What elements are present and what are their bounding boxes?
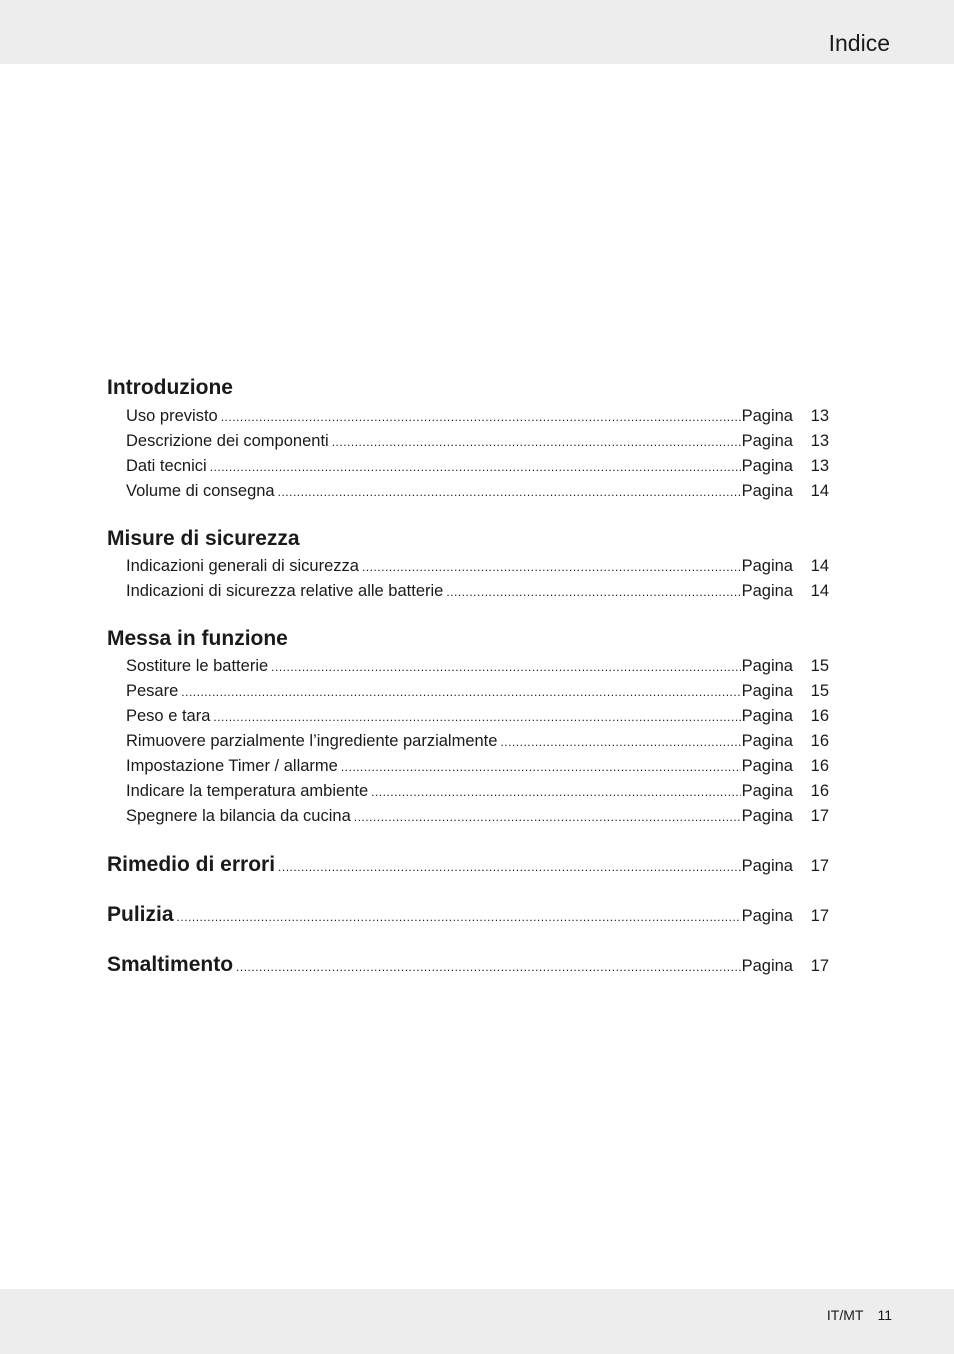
toc-entry-page-number: 16 xyxy=(810,757,829,775)
dot-leader xyxy=(271,655,740,679)
toc-entry-label: Sostiture le batterie xyxy=(126,657,269,675)
toc-major-entry-label: Pulizia xyxy=(107,903,174,926)
dot-leader xyxy=(278,480,741,504)
toc-entry-page-number: 13 xyxy=(810,432,829,450)
toc-entry-page-number: 16 xyxy=(810,782,829,800)
toc-entry-page-number: 17 xyxy=(810,957,829,975)
toc-major-entry-pulizia[interactable] xyxy=(107,900,829,930)
toc-entry-page-number: 17 xyxy=(810,807,829,825)
toc-entry[interactable] xyxy=(126,779,829,803)
dot-leader xyxy=(446,580,740,604)
toc-entry[interactable] xyxy=(126,404,829,428)
toc-entry-page-word: Pagina xyxy=(741,682,793,700)
toc-entry[interactable] xyxy=(126,804,829,828)
toc-entry-page-word: Pagina xyxy=(741,782,793,800)
toc-entry-label: Uso previsto xyxy=(126,407,218,425)
toc-entry-page-number: 15 xyxy=(810,657,829,675)
toc-entry[interactable] xyxy=(126,429,829,453)
toc-entry-page-number: 16 xyxy=(810,732,829,750)
dot-leader xyxy=(181,680,740,704)
toc-entry-page-word: Pagina xyxy=(741,557,793,575)
toc-entry-page-number: 16 xyxy=(810,707,829,725)
page-title: Indice xyxy=(828,30,890,56)
toc-entry-page-word: Pagina xyxy=(741,707,793,725)
dot-leader xyxy=(354,805,741,829)
toc-entry-page-word: Pagina xyxy=(741,482,793,500)
dot-leader xyxy=(213,705,740,729)
toc-major-entry-label: Rimedio di errori xyxy=(107,853,276,876)
toc-entry-page-number: 17 xyxy=(810,857,829,875)
toc-entry-page-number: 13 xyxy=(810,457,829,475)
footer xyxy=(827,1306,892,1324)
toc-entry-page-word: Pagina xyxy=(741,857,793,875)
dot-leader xyxy=(500,730,740,754)
toc-entry-page-word: Pagina xyxy=(741,807,793,825)
toc-entry[interactable] xyxy=(126,704,829,728)
dot-leader xyxy=(371,780,740,804)
section-heading-messa-in-funzione: Messa in funzione xyxy=(107,627,288,650)
dot-leader xyxy=(332,430,741,454)
section-heading-misure-di-sicurezza: Misure di sicurezza xyxy=(107,527,300,550)
toc-entry-page-word: Pagina xyxy=(741,907,793,925)
dot-leader xyxy=(341,755,741,779)
section-heading-introduzione: Introduzione xyxy=(107,376,233,399)
toc-entry-label: Indicare la temperatura ambiente xyxy=(126,782,369,800)
toc-entry[interactable] xyxy=(126,729,829,753)
toc-entry-page-word: Pagina xyxy=(741,732,793,750)
toc-entry-label: Indicazioni di sicurezza relative alle batterie xyxy=(126,582,444,600)
toc-entry-label: Descrizione dei componenti xyxy=(126,432,329,450)
toc-entry-page-word: Pagina xyxy=(741,957,793,975)
toc-major-entry-label: Smaltimento xyxy=(107,953,234,976)
toc-entry[interactable] xyxy=(126,479,829,503)
toc-entry[interactable] xyxy=(126,654,829,678)
toc-entry-page-word: Pagina xyxy=(741,582,793,600)
toc-entry-label: Impostazione Timer / allarme xyxy=(126,757,338,775)
toc-entry-label: Peso e tara xyxy=(126,707,211,725)
toc-entry-page-number: 17 xyxy=(810,907,829,925)
toc-entry-label: Rimuovere parzialmente l’ingrediente parzialmente xyxy=(126,732,498,750)
language-code: IT/MT xyxy=(826,1307,864,1323)
toc-entry[interactable] xyxy=(126,454,829,478)
toc-major-entry-rimedio-di-errori[interactable] xyxy=(107,850,829,880)
toc-entry-page-number: 14 xyxy=(810,582,829,600)
header-band xyxy=(0,0,954,64)
toc-entry-label: Indicazioni generali di sicurezza xyxy=(126,557,359,575)
toc-entry-page-number: 15 xyxy=(810,682,829,700)
toc-entry-page-word: Pagina xyxy=(741,407,793,425)
toc-entry-page-word: Pagina xyxy=(741,432,793,450)
toc-entry-page-number: 14 xyxy=(810,557,829,575)
toc-entry-page-word: Pagina xyxy=(741,457,793,475)
dot-leader xyxy=(177,902,741,932)
footer-band xyxy=(0,1289,954,1354)
dot-leader xyxy=(221,405,741,429)
dot-leader xyxy=(236,952,741,982)
dot-leader xyxy=(362,555,741,579)
toc-entry-label: Dati tecnici xyxy=(126,457,207,475)
toc-entry[interactable] xyxy=(126,554,829,578)
toc-entry-page-word: Pagina xyxy=(741,657,793,675)
page-number: 11 xyxy=(877,1307,892,1323)
dot-leader xyxy=(210,455,741,479)
dot-leader xyxy=(278,852,741,882)
toc-entry-page-number: 13 xyxy=(810,407,829,425)
toc-entry-label: Pesare xyxy=(126,682,179,700)
toc-entry[interactable] xyxy=(126,579,829,603)
toc-entry-label: Spegnere la bilancia da cucina xyxy=(126,807,351,825)
toc-entry[interactable] xyxy=(126,679,829,703)
toc-entry-page-number: 14 xyxy=(810,482,829,500)
toc-entry-label: Volume di consegna xyxy=(126,482,275,500)
toc-major-entry-smaltimento[interactable] xyxy=(107,950,829,980)
toc-entry-page-word: Pagina xyxy=(741,757,793,775)
toc-entry[interactable] xyxy=(126,754,829,778)
